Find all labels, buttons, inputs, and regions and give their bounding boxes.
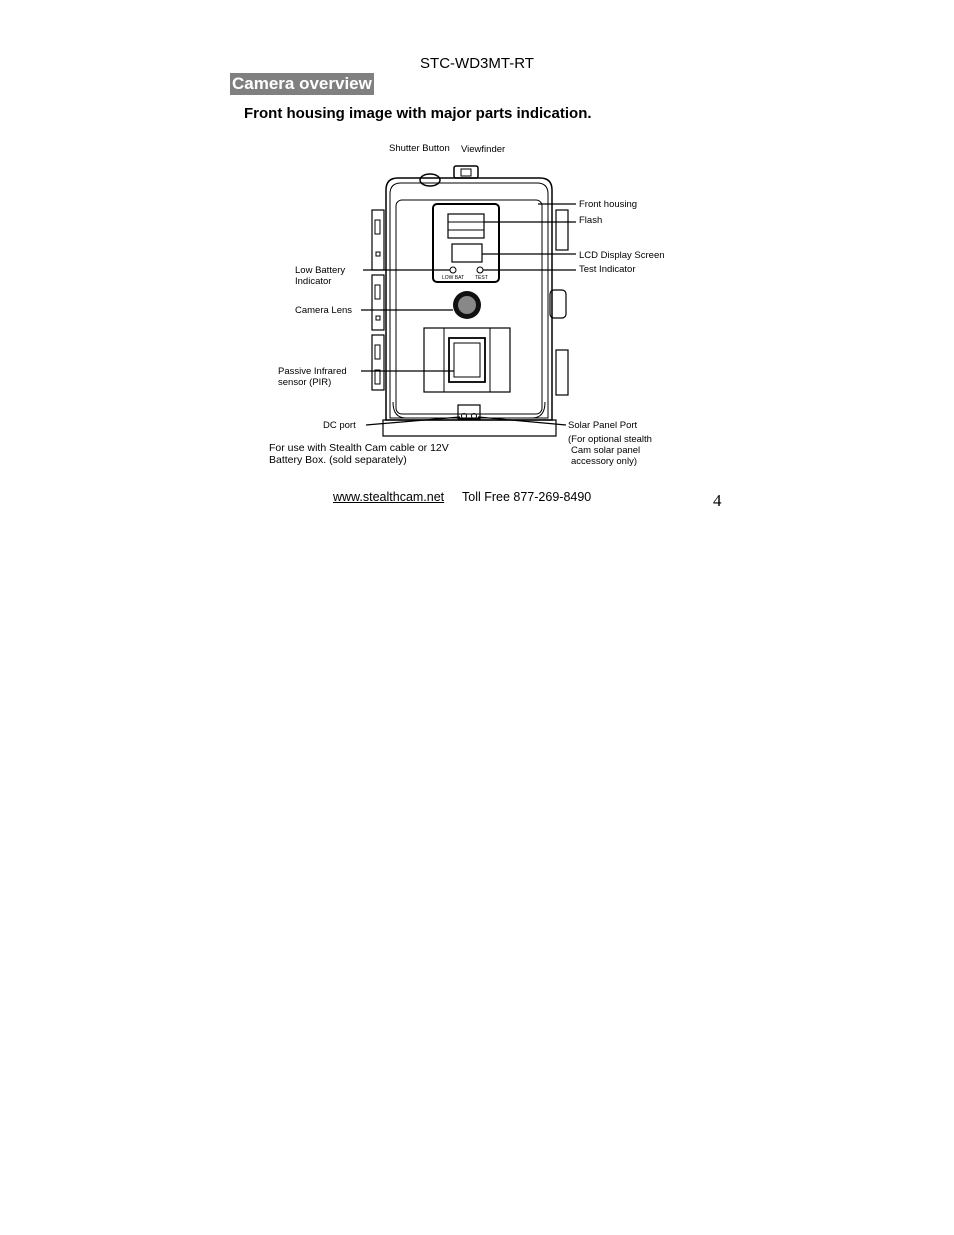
label-solar-panel-port: Solar Panel Port xyxy=(568,420,638,431)
label-flash: Flash xyxy=(579,215,603,226)
camera-front-diagram xyxy=(268,140,688,476)
website-link[interactable]: www.stealthcam.net xyxy=(333,490,445,504)
label-front-housing: Front housing xyxy=(579,199,638,210)
label-test-small: TEST xyxy=(475,275,488,281)
label-camera-lens: Camera Lens xyxy=(295,305,353,316)
flash-shape xyxy=(448,214,484,238)
model-number: STC-WD3MT-RT xyxy=(420,55,534,72)
label-low-bat-small: LOW BAT xyxy=(442,275,465,281)
test-led xyxy=(477,267,483,273)
label-low-battery: Low Battery Indicator xyxy=(295,265,346,287)
low-battery-led xyxy=(450,267,456,273)
label-solar-note: (For optional stealth Cam solar panel accessory only) xyxy=(568,434,652,467)
label-lcd-display: LCD Display Screen xyxy=(579,250,665,261)
section-subtitle: Front housing image with major parts indication. xyxy=(244,105,592,122)
lcd-screen-shape xyxy=(452,244,482,262)
label-shutter-button: Shutter Button xyxy=(389,143,450,154)
shutter-button-shape xyxy=(420,174,440,186)
label-pir-sensor: Passive Infrared sensor (PIR) xyxy=(278,366,347,388)
label-dc-port: DC port xyxy=(323,420,356,431)
toll-free-phone: Toll Free 877-269-8490 xyxy=(462,490,592,504)
label-test-indicator: Test Indicator xyxy=(579,264,636,275)
section-title: Camera overview xyxy=(232,74,372,93)
label-viewfinder: Viewfinder xyxy=(461,144,506,155)
dc-port-note: For use with Stealth Cam cable or 12V Battery Box. (sold separately) xyxy=(269,442,449,466)
page-number: 4 xyxy=(713,491,722,510)
